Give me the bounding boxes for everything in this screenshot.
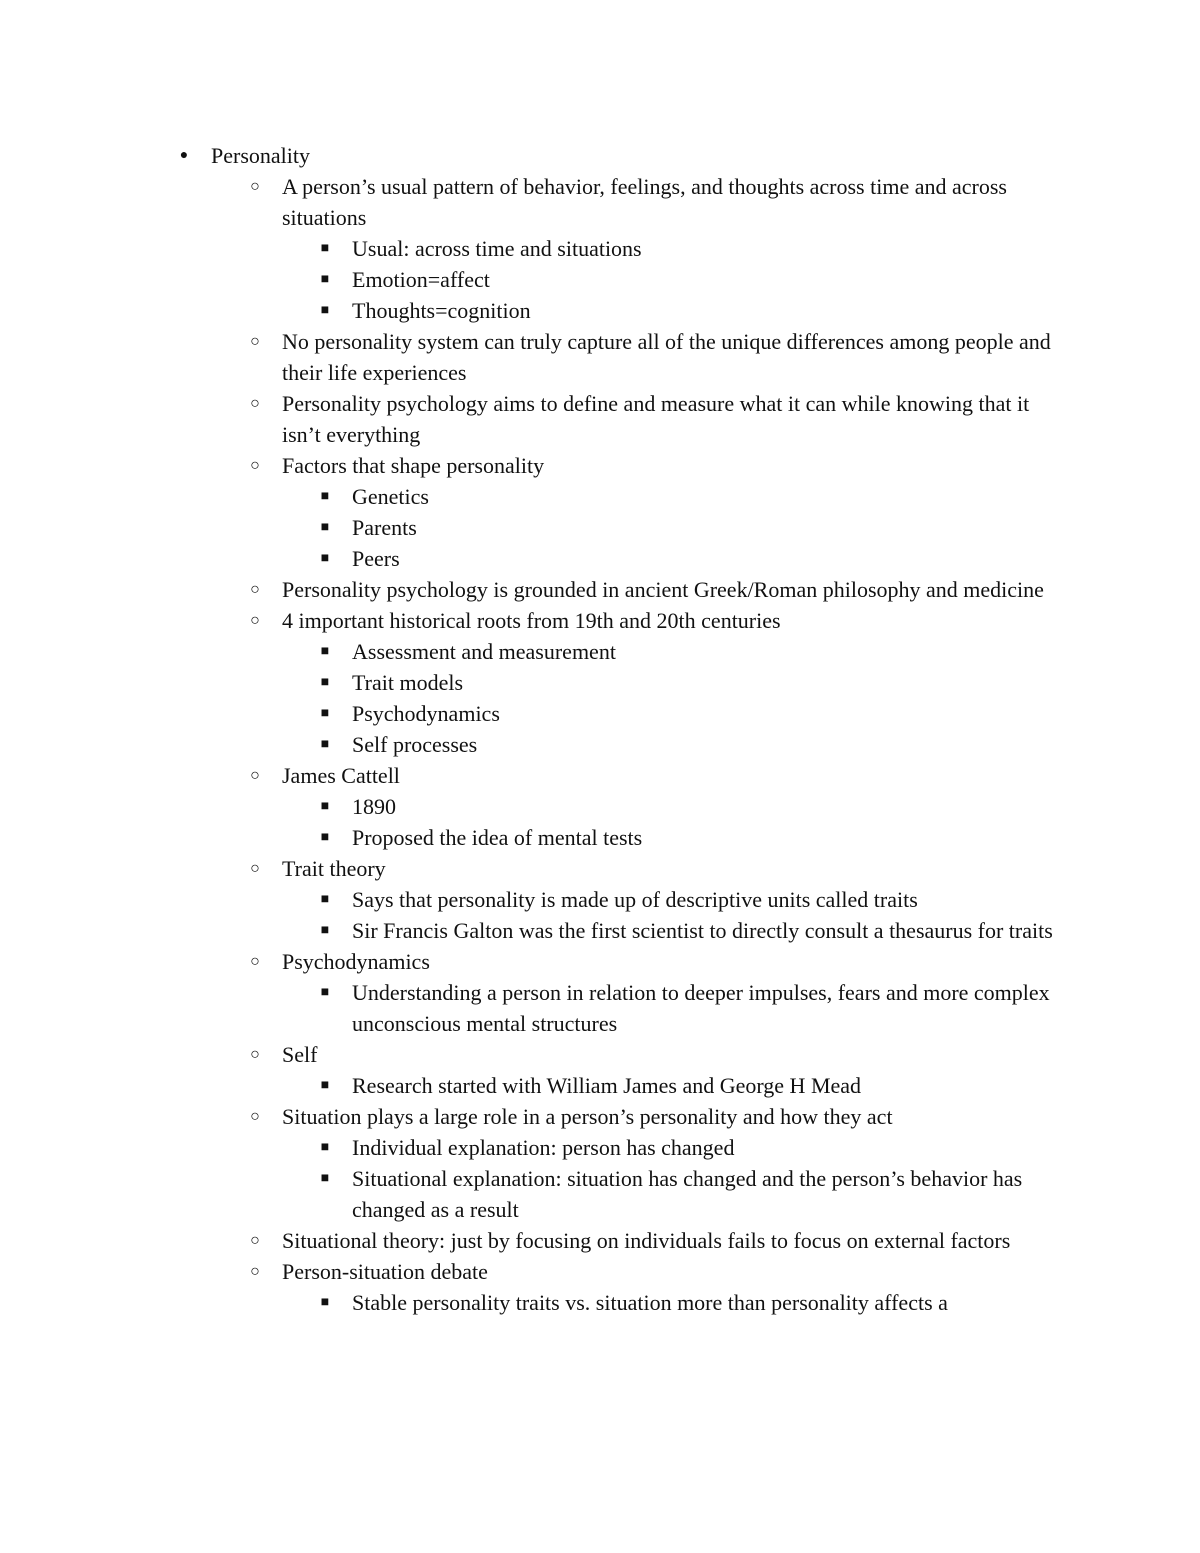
outline-item-text: Situational theory: just by focusing on individuals fails to focus on external factors [282,1228,1011,1253]
outline-item-level-3 [0,233,1200,264]
hollow-circle-bullet-icon: ○ [250,1232,260,1249]
outline-item-text: Understanding a person in relation to deeper impulses, fears and more complex unconscious mental structures [352,980,1050,1036]
square-bullet-icon: ■ [320,706,330,721]
square-bullet-icon: ■ [320,303,330,318]
outline-item-level-3 [0,791,1200,822]
outline-item-text: Sir Francis Galton was the first scientist to directly consult a thesaurus for traits [352,918,1053,943]
outline-item-text: Self processes [352,732,478,757]
outline-item-level-3 [0,264,1200,295]
hollow-circle-bullet-icon: ○ [250,1046,260,1063]
outline-item-level-2 [0,946,1200,977]
hollow-circle-bullet-icon: ○ [250,953,260,970]
hollow-circle-bullet-icon: ○ [250,333,260,350]
outline-item-level-2 [0,760,1200,791]
outline-item-level-2 [0,1225,1200,1256]
square-bullet-icon: ■ [320,985,330,1000]
outline-item-text: Stable personality traits vs. situation more than personality affects a [352,1290,948,1315]
outline-item-level-2 [0,450,1200,481]
outline-item-level-3 [0,884,1200,915]
outline-item-text: Genetics [352,484,429,509]
outline-item-text: Thoughts=cognition [352,298,531,323]
square-bullet-icon: ■ [320,644,330,659]
square-bullet-icon: ■ [320,1295,330,1310]
outline-item-level-3 [0,1287,1200,1318]
outline-item-text: Trait theory [282,856,386,881]
outline-item-level-2 [0,326,1200,388]
square-bullet-icon: ■ [320,272,330,287]
outline-item-text: Factors that shape personality [282,453,545,478]
outline-item-level-3 [0,698,1200,729]
square-bullet-icon: ■ [320,489,330,504]
outline-item-level-3 [0,1132,1200,1163]
outline-item-level-3 [0,915,1200,946]
outline-item-level-3 [0,543,1200,574]
outline-item-level-3 [0,1163,1200,1225]
bulleted-outline [0,140,1200,1318]
square-bullet-icon: ■ [320,1140,330,1155]
outline-item-text: No personality system can truly capture all of the unique differences among people and their life experiences [282,329,1051,385]
outline-item-text: Trait models [352,670,464,695]
hollow-circle-bullet-icon: ○ [250,612,260,629]
square-bullet-icon: ■ [320,799,330,814]
square-bullet-icon: ■ [320,241,330,256]
outline-item-text: Assessment and measurement [352,639,616,664]
outline-item-level-2 [0,853,1200,884]
hollow-circle-bullet-icon: ○ [250,1263,260,1280]
hollow-circle-bullet-icon: ○ [250,767,260,784]
outline-item-level-3 [0,822,1200,853]
outline-item-text: A person’s usual pattern of behavior, feelings, and thoughts across time and across situations [282,174,1007,230]
outline-item-text: Person-situation debate [282,1259,488,1284]
outline-item-level-2 [0,1256,1200,1287]
document-page [0,140,1200,1318]
hollow-circle-bullet-icon: ○ [250,860,260,877]
outline-item-text: Personality psychology aims to define and measure what it can while knowing that it isn’t everything [282,391,1030,447]
outline-item-level-3 [0,977,1200,1039]
outline-item-level-2 [0,388,1200,450]
outline-item-text: Peers [352,546,400,571]
outline-item-text: Parents [352,515,417,540]
outline-item-text: Proposed the idea of mental tests [352,825,643,850]
outline-item-text: Says that personality is made up of descriptive units called traits [352,887,918,912]
square-bullet-icon: ■ [320,737,330,752]
outline-item-text: Personality [211,143,310,168]
hollow-circle-bullet-icon: ○ [250,581,260,598]
square-bullet-icon: ■ [320,923,330,938]
hollow-circle-bullet-icon: ○ [250,395,260,412]
outline-item-text: Situational explanation: situation has changed and the person’s behavior has changed as a result [352,1166,1023,1222]
outline-item-level-3 [0,481,1200,512]
square-bullet-icon: ■ [320,1078,330,1093]
outline-item-level-3 [0,295,1200,326]
outline-item-text: Situation plays a large role in a person’s personality and how they act [282,1104,893,1129]
outline-item-level-3 [0,667,1200,698]
outline-item-text: Individual explanation: person has changed [352,1135,735,1160]
outline-item-level-1 [0,140,1200,171]
outline-item-level-2 [0,171,1200,233]
outline-item-level-3 [0,729,1200,760]
square-bullet-icon: ■ [320,551,330,566]
square-bullet-icon: ■ [320,892,330,907]
outline-item-level-2 [0,574,1200,605]
outline-item-text: Emotion=affect [352,267,490,292]
outline-item-text: Psychodynamics [352,701,500,726]
outline-item-text: James Cattell [282,763,400,788]
outline-item-level-2 [0,1039,1200,1070]
outline-item-text: 1890 [352,794,396,819]
filled-circle-bullet-icon: ● [179,148,189,163]
outline-item-text: Research started with William James and George H Mead [352,1073,862,1098]
square-bullet-icon: ■ [320,1171,330,1186]
outline-item-text: 4 important historical roots from 19th and 20th centuries [282,608,781,633]
square-bullet-icon: ■ [320,520,330,535]
square-bullet-icon: ■ [320,830,330,845]
hollow-circle-bullet-icon: ○ [250,457,260,474]
outline-item-level-3 [0,1070,1200,1101]
outline-item-level-2 [0,605,1200,636]
hollow-circle-bullet-icon: ○ [250,1108,260,1125]
outline-item-text: Self [282,1042,318,1067]
outline-item-level-3 [0,636,1200,667]
outline-item-text: Psychodynamics [282,949,430,974]
square-bullet-icon: ■ [320,675,330,690]
outline-item-level-3 [0,512,1200,543]
hollow-circle-bullet-icon: ○ [250,178,260,195]
outline-item-level-2 [0,1101,1200,1132]
outline-item-text: Personality psychology is grounded in ancient Greek/Roman philosophy and medicine [282,577,1044,602]
outline-item-text: Usual: across time and situations [352,236,642,261]
